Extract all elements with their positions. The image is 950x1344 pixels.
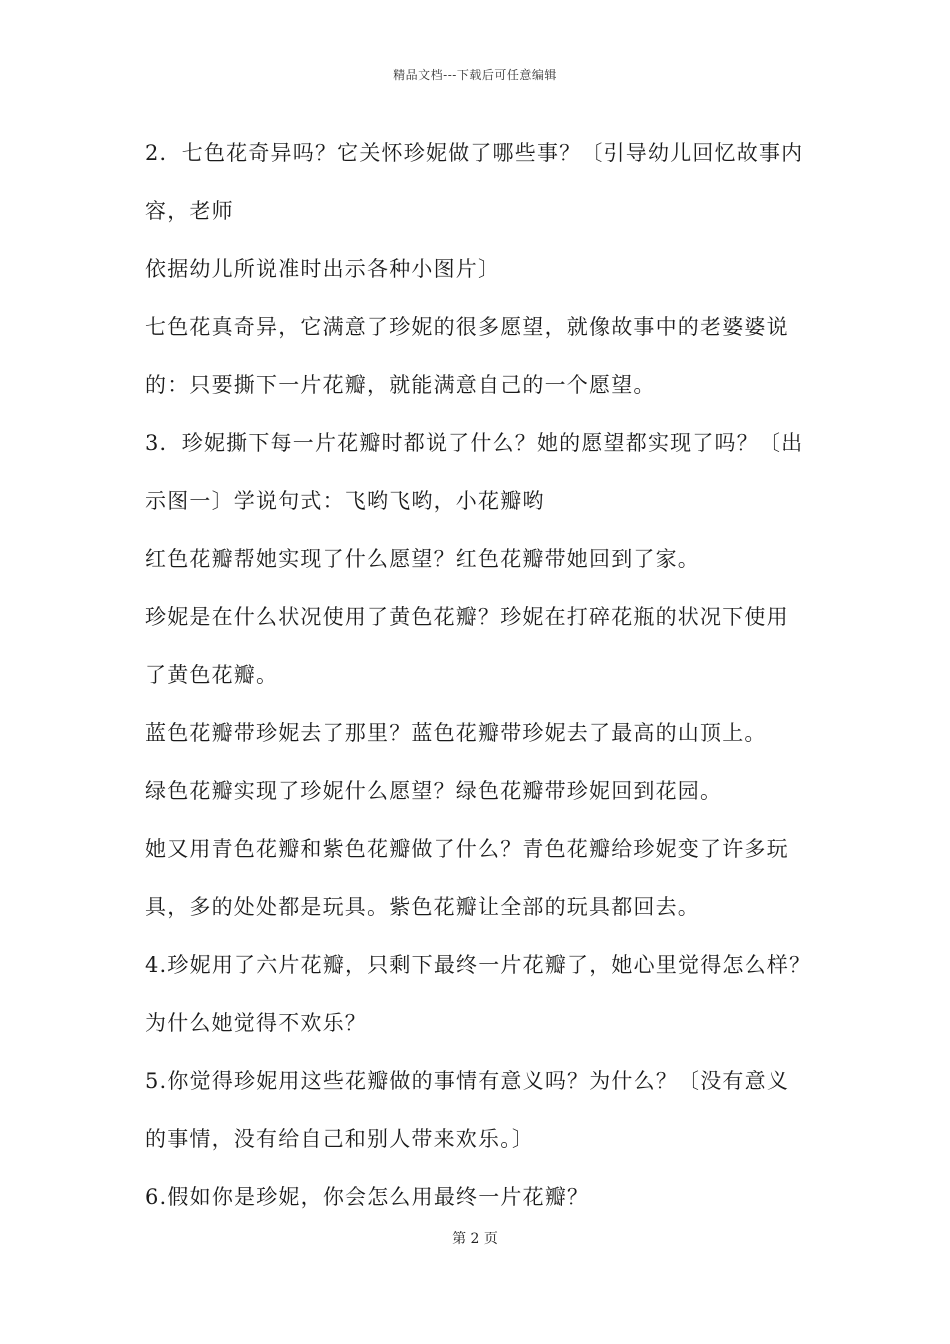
- paragraph-line: 了黄色花瓣。: [145, 663, 279, 687]
- paragraph-line: 的事情，没有给自己和别人带来欢乐。〕: [145, 1127, 535, 1151]
- paragraph-line: 的：只要撕下一片花瓣，就能满意自己的一个愿望。: [145, 373, 656, 397]
- paragraph-line: 她又用青色花瓣和紫色花瓣做了什么？青色花瓣给珍妮变了许多玩: [145, 837, 789, 861]
- paragraph-line: 蓝色花瓣带珍妮去了那里？蓝色花瓣带珍妮去了最高的山顶上。: [145, 721, 767, 745]
- paragraph-line: 为什么她觉得不欢乐？: [145, 1011, 367, 1035]
- paragraph-line: 依据幼儿所说准时出示各种小图片〕: [145, 257, 501, 281]
- document-body: [145, 137, 815, 1213]
- paragraph-line: 5.你觉得珍妮用这些花瓣做的事情有意义吗？为什么？〔没有意义: [145, 1069, 790, 1093]
- paragraph-line: 2．七色花奇异吗？它关怀珍妮做了哪些事？〔引导幼儿回忆故事内: [145, 141, 804, 165]
- paragraph-line: 具，多的处处都是玩具。紫色花瓣让全部的玩具都回去。: [145, 895, 700, 919]
- paragraph-line: 6.假如你是珍妮，你会怎么用最终一片花瓣？: [145, 1185, 590, 1209]
- paragraph-line: 示图一〕学说句式：飞哟飞哟，小花瓣哟: [145, 489, 545, 513]
- paragraph-line: 容，老师: [145, 199, 234, 223]
- page-number: 第 2 页: [452, 1231, 498, 1247]
- paragraph-line: 红色花瓣帮她实现了什么愿望？红色花瓣带她回到了家。: [145, 547, 700, 571]
- paragraph-line: 七色花真奇异，它满意了珍妮的很多愿望，就像故事中的老婆婆说: [145, 315, 789, 339]
- paragraph-line: 4.珍妮用了六片花瓣，只剩下最终一片花瓣了，她心里觉得怎么样？: [145, 953, 812, 977]
- paragraph-line: 3．珍妮撕下每一片花瓣时都说了什么？她的愿望都实现了吗？〔出: [145, 431, 804, 455]
- paragraph-line: 绿色花瓣实现了珍妮什么愿望？绿色花瓣带珍妮回到花园。: [145, 779, 723, 803]
- paragraph-line: 珍妮是在什么状况使用了黄色花瓣？珍妮在打碎花瓶的状况下使用: [145, 605, 789, 629]
- page-header: 精品文档---下载后可任意编辑: [393, 68, 557, 82]
